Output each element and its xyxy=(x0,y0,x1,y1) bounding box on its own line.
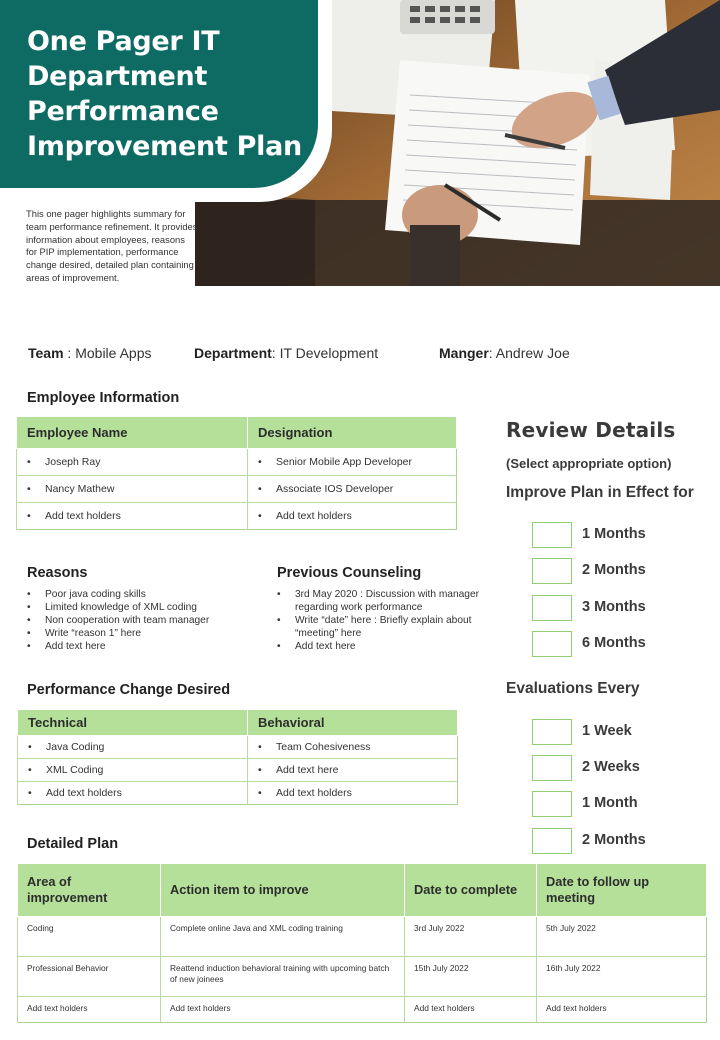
evaluation-option-1-month[interactable] xyxy=(532,791,682,817)
table-cell: • Add text holders xyxy=(18,782,248,805)
table-cell: • Associate IOS Developer xyxy=(248,476,457,503)
review-subtitle: (Select appropriate option) xyxy=(506,456,672,471)
list-item: • Poor java coding skills xyxy=(27,588,257,601)
table-row xyxy=(18,736,458,759)
column-header: Employee Name xyxy=(17,417,248,449)
department-info xyxy=(194,345,378,361)
review-title: Review Details xyxy=(506,418,676,442)
performance-change-heading: Performance Change Desired xyxy=(27,682,231,698)
action-cell: Add text holders xyxy=(161,997,405,1023)
improve-option-6-months[interactable] xyxy=(532,631,682,657)
detailed-plan-heading: Detailed Plan xyxy=(27,836,119,852)
option-label: 3 Months xyxy=(582,599,646,615)
table-cell: • Team Cohesiveness xyxy=(248,736,458,759)
technical-item: XML Coding xyxy=(46,764,104,776)
table-row xyxy=(18,782,458,805)
team-info xyxy=(28,345,151,361)
checkbox[interactable] xyxy=(532,828,572,854)
table-cell: • Add text holders xyxy=(17,503,248,530)
improve-plan-heading: Improve Plan in Effect for xyxy=(506,484,694,501)
table-row xyxy=(17,449,457,476)
employee-designation: Associate IOS Developer xyxy=(276,483,394,495)
option-label: 2 Weeks xyxy=(582,759,640,775)
complete-date-cell: 3rd July 2022 xyxy=(405,917,537,957)
previous-counseling-heading: Previous Counseling xyxy=(277,565,422,581)
employee-name: Joseph Ray xyxy=(45,456,101,468)
column-header: Action item to improve xyxy=(161,864,405,917)
table-cell: • Add text here xyxy=(248,759,458,782)
table-row xyxy=(17,476,457,503)
employee-table xyxy=(16,416,457,530)
list-item: • 3rd May 2020 : Discussion with manager regarding work performance xyxy=(277,588,492,614)
manager-label: Manger xyxy=(439,345,489,361)
action-cell: Complete online Java and XML coding training xyxy=(161,917,405,957)
list-item: • Write “reason 1” here xyxy=(27,627,257,640)
employee-designation: Add text holders xyxy=(276,510,352,522)
checkbox[interactable] xyxy=(532,595,572,621)
team-value: : Mobile Apps xyxy=(63,345,152,361)
option-label: 2 Months xyxy=(582,562,646,578)
list-item: • Add text here xyxy=(27,640,257,653)
table-cell: • Add text holders xyxy=(248,782,458,805)
table-cell: • Joseph Ray xyxy=(17,449,248,476)
employee-designation: Senior Mobile App Developer xyxy=(276,456,412,468)
reasons-heading: Reasons xyxy=(27,565,88,581)
technical-item: Java Coding xyxy=(46,741,105,753)
behavioral-item: Team Cohesiveness xyxy=(276,741,371,753)
improve-option-2-months[interactable] xyxy=(532,558,682,584)
column-header: Designation xyxy=(248,417,457,449)
checkbox[interactable] xyxy=(532,791,572,817)
manager-value: : Andrew Joe xyxy=(488,345,570,361)
table-row xyxy=(18,917,707,957)
intro-text: This one pager highlights summary for team performance refinement. It provides information about employees, reasons for PIP implementation, performance change desired, detailed plan containing areas of improvement. xyxy=(26,208,198,283)
area-cell: Coding xyxy=(18,917,161,957)
page-title: One Pager IT Department Performance Improvement Plan xyxy=(27,26,302,162)
table-header-row xyxy=(18,710,458,736)
table-cell: • XML Coding xyxy=(18,759,248,782)
list-item: • Limited knowledge of XML coding xyxy=(27,601,257,614)
checkbox[interactable] xyxy=(532,719,572,745)
column-header: Behavioral xyxy=(248,710,458,736)
team-label: Team xyxy=(28,345,64,361)
option-label: 6 Months xyxy=(582,635,646,651)
title-panel xyxy=(0,0,332,202)
behavioral-item: Add text holders xyxy=(276,787,352,799)
table-row xyxy=(18,957,707,997)
column-header: Area of improvement xyxy=(18,864,161,917)
employee-name: Add text holders xyxy=(45,510,121,522)
detailed-plan-table xyxy=(17,863,707,1023)
reasons-list xyxy=(27,588,257,653)
column-header: Date to follow up meeting xyxy=(537,864,707,917)
evaluation-option-2-months[interactable] xyxy=(532,828,682,854)
evaluation-option-1-week[interactable] xyxy=(532,719,682,745)
hero-banner xyxy=(0,0,720,286)
list-item: • Non cooperation with team manager xyxy=(27,614,257,627)
table-row xyxy=(18,759,458,782)
area-cell: Add text holders xyxy=(18,997,161,1023)
table-cell: • Nancy Mathew xyxy=(17,476,248,503)
list-item: • Write “date” here : Briefly explain about “meeting” here xyxy=(277,614,492,640)
option-label: 1 Months xyxy=(582,526,646,542)
table-header-row xyxy=(17,417,457,449)
performance-table xyxy=(17,709,458,805)
improve-option-1-months[interactable] xyxy=(532,522,682,548)
checkbox[interactable] xyxy=(532,558,572,584)
column-header: Technical xyxy=(18,710,248,736)
employee-info-heading: Employee Information xyxy=(27,390,180,406)
checkbox[interactable] xyxy=(532,755,572,781)
column-header: Date to complete xyxy=(405,864,537,917)
manager-info xyxy=(439,345,570,361)
complete-date-cell: Add text holders xyxy=(405,997,537,1023)
option-label: 2 Months xyxy=(582,832,646,848)
evaluation-option-2-weeks[interactable] xyxy=(532,755,682,781)
table-cell: • Java Coding xyxy=(18,736,248,759)
table-header-row xyxy=(18,864,707,917)
improve-option-3-months[interactable] xyxy=(532,595,682,621)
action-cell: Reattend induction behavioral training with upcoming batch of new joinees xyxy=(161,957,405,997)
technical-item: Add text holders xyxy=(46,787,122,799)
evaluations-heading: Evaluations Every xyxy=(506,680,640,697)
area-cell: Professional Behavior xyxy=(18,957,161,997)
option-label: 1 Month xyxy=(582,795,638,811)
table-cell: • Add text holders xyxy=(248,503,457,530)
behavioral-item: Add text here xyxy=(276,764,339,776)
title-box xyxy=(0,0,318,188)
department-value: : IT Development xyxy=(271,345,379,361)
followup-date-cell: 16th July 2022 xyxy=(537,957,707,997)
followup-date-cell: 5th July 2022 xyxy=(537,917,707,957)
department-label: Department xyxy=(194,345,272,361)
complete-date-cell: 15th July 2022 xyxy=(405,957,537,997)
table-row xyxy=(17,503,457,530)
checkbox[interactable] xyxy=(532,522,572,548)
followup-date-cell: Add text holders xyxy=(537,997,707,1023)
employee-name: Nancy Mathew xyxy=(45,483,115,495)
table-row xyxy=(18,997,707,1023)
table-cell: • Senior Mobile App Developer xyxy=(248,449,457,476)
option-label: 1 Week xyxy=(582,723,632,739)
list-item: • Add text here xyxy=(277,640,492,653)
counseling-list xyxy=(277,588,492,653)
checkbox[interactable] xyxy=(532,631,572,657)
